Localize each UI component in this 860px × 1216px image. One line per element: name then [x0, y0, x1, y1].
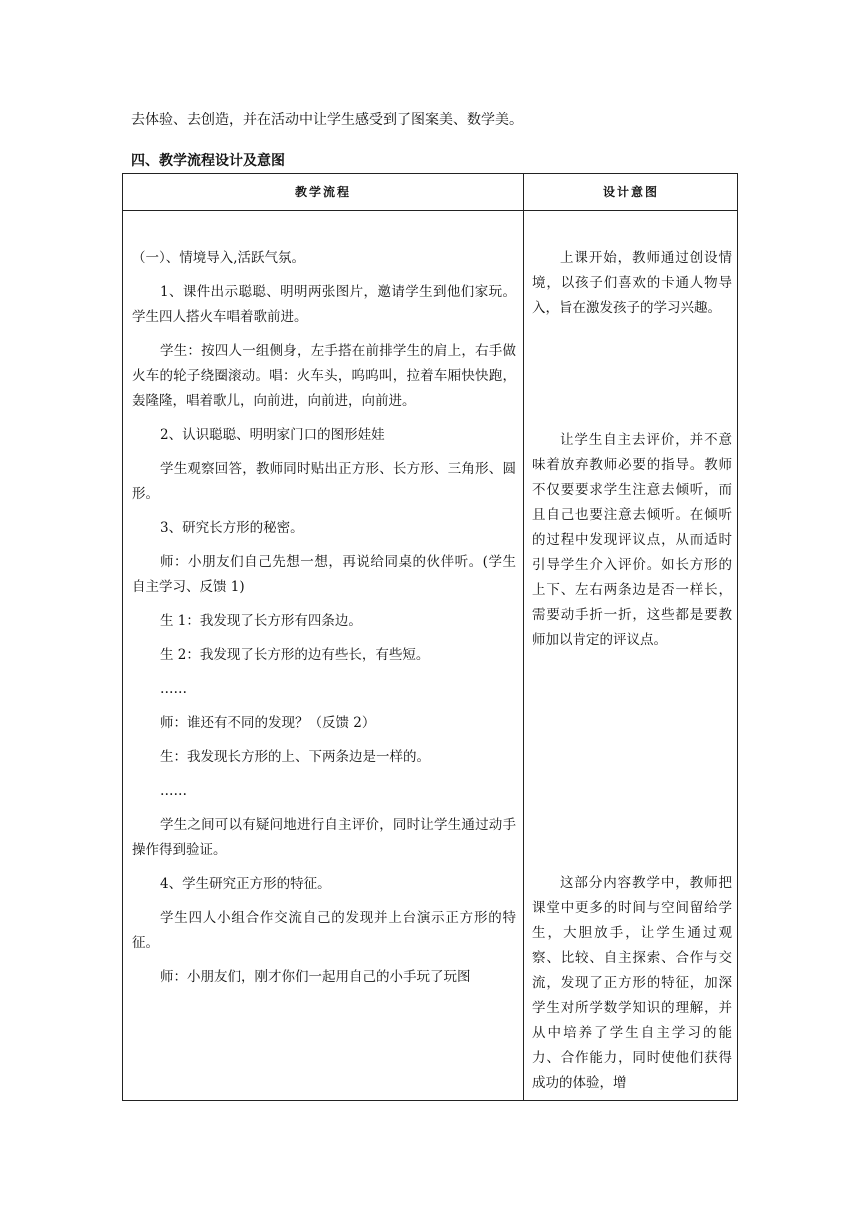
flow-paragraph: 学生：按四人一组侧身，左手搭在前排学生的肩上，右手做火车的轮子绕圈滚动。唱：火车头，呜呜叫，拉着车厢快快跑，轰隆隆，唱着歌儿，向前进，向前进，向前进。 [132, 343, 516, 409]
flow-paragraph: 师：小朋友们，刚才你们一起用自己的小手玩了玩图 [160, 969, 471, 985]
flow-paragraph: 师：小朋友们自己先想一想，再说给同桌的伙伴听。(学生自主学习、反馈 1) [132, 554, 516, 595]
header-divider [123, 210, 737, 211]
flow-paragraph: 学生之间可以有疑问地进行自主评价，同时让学生通过动手操作得到验证。 [132, 817, 516, 858]
intent-block-1 [532, 246, 732, 321]
flow-paragraph: 3、研究长方形的秘密。 [160, 520, 304, 536]
intent-block-3 [532, 871, 732, 1096]
flow-paragraph: 2、认识聪聪、明明家门口的图形娃娃 [160, 427, 385, 443]
flow-paragraph: 学生四人小组合作交流自己的发现并上台演示正方形的特征。 [132, 910, 516, 951]
flow-paragraph: 生：我发现长方形的上、下两条边是一样的。 [160, 749, 430, 765]
intent-paragraph: 这部分内容教学中，教师把课堂中更多的时间与空间留给学生，大胆放手，让学生通过观察、比较、自主探索、合作与交流，发现了正方形的特征，加深学生对所学数学知识的理解，并从中培养了学生自主学习的能力、合作能力，同时使他们获得成功的体验，增 [532, 875, 732, 1091]
section-heading: 四、教学流程设计及意图 [131, 153, 285, 169]
flow-paragraph: 学生观察回答，教师同时贴出正方形、长方形、三角形、圆形。 [132, 461, 516, 502]
intent-paragraph: 让学生自主去评价，并不意味着放弃教师必要的指导。教师不仅要要求学生注意去倾听，而且自己也要注意去倾听。在倾听的过程中发现评议点，从而适时引导学生介入评价。如长方形的上下、左右两条边是否一样长，需要动手折一折，这些都是要教师加以肯定的评议点。 [532, 432, 732, 648]
column-divider [523, 174, 524, 1100]
flow-paragraph: 生 1：我发现了长方形有四条边。 [160, 613, 362, 629]
header-design-intent: 设计意图 [602, 185, 659, 199]
intent-paragraph: 上课开始，教师通过创设情境，以孩子们喜欢的卡通人物导入，旨在激发孩子的学习兴趣。 [532, 250, 732, 316]
flow-paragraph: 4、学生研究正方形的特征。 [160, 876, 331, 892]
flow-paragraph: 师：谁还有不同的发现？（反馈 2） [160, 715, 376, 731]
teaching-flow-column [132, 246, 516, 999]
header-teaching-flow: 教学流程 [294, 185, 351, 199]
flow-paragraph: 生 2：我发现了长方形的边有些长，有些短。 [160, 647, 430, 663]
intent-block-2 [532, 428, 732, 653]
flow-paragraph: 1、课件出示聪聪、明明两张图片，邀请学生到他们家玩。学生四人搭火车唱着歌前进。 [132, 284, 516, 325]
intro-paragraph: 去体验、去创造，并在活动中让学生感受到了图案美、数学美。 [131, 112, 523, 128]
flow-ellipsis: …… [160, 783, 187, 799]
flow-ellipsis: …… [160, 681, 187, 697]
flow-section-title: （一）、情境导入,活跃气氛。 [132, 250, 306, 266]
